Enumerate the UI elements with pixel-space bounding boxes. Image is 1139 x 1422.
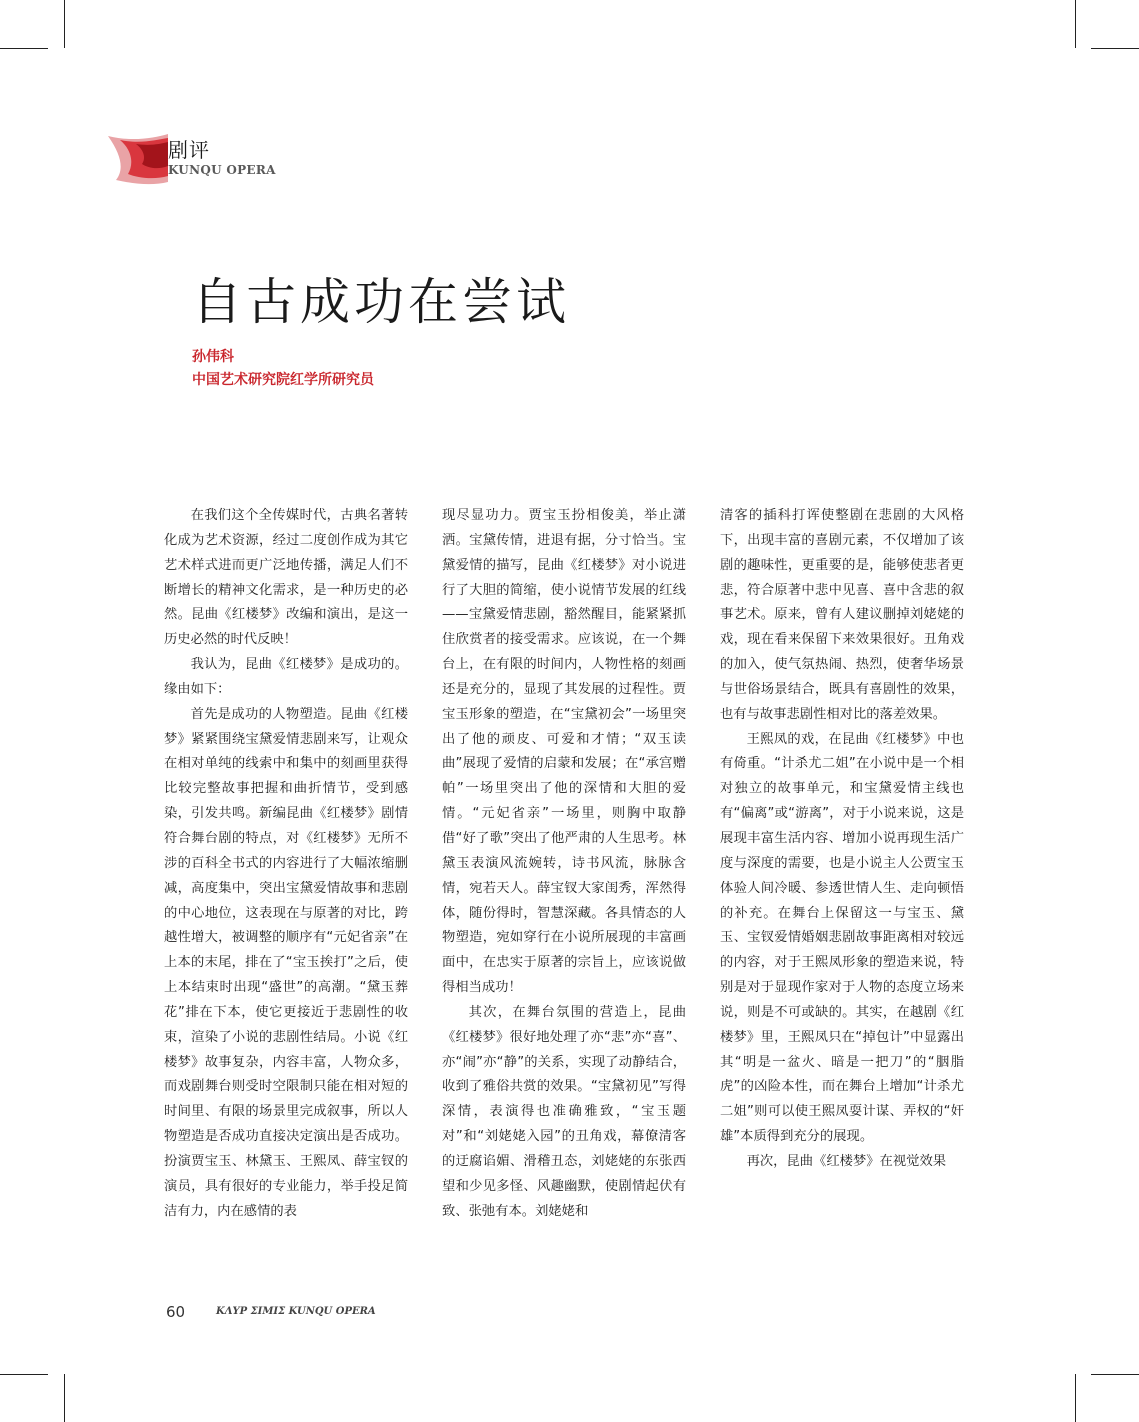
crop-mark <box>0 48 48 49</box>
crop-mark <box>1091 48 1139 49</box>
section-label-en: KUNQU OPERA <box>168 163 276 177</box>
paragraph: 在我们这个全传媒时代，古典名著转化成为艺术资源，经过二度创作成为其它艺术样式进而更广泛地传播，满足人们不断增长的精神文化需求，是一种历史的必然。昆曲《红楼梦》改编和演出，是这一历史必然的时代反映！ <box>164 508 408 648</box>
paragraph: 清客的插科打诨使整剧在悲剧的大风格下，出现丰富的喜剧元素，不仅增加了该剧的趣味性，更重要的是，能够使悲者更悲，符合原著中悲中见喜、喜中含悲的叙事艺术。原来，曾有人建议删掉刘姥姥的戏，现在看来保留下来效果很好。丑角戏的加入，使气氛热闹、热烈，使奢华场景与世俗场景结合，既具有喜剧性的效果，也有与故事悲剧性相对比的落差效果。 <box>720 508 964 722</box>
author-name: 孙伟科 <box>192 349 234 365</box>
footer-brand: ΚΛΥΡ ΣΙΜΙΣ KUNQU OPERA <box>216 1306 376 1317</box>
paragraph: 首先是成功的人物塑造。昆曲《红楼梦》紧紧围绕宝黛爱情悲剧来写，让观众在相对单纯的线索中和集中的刻画里获得比较完整故事把握和曲折情节，受到感染，引发共鸣。新编昆曲《红楼梦》剧情符合舞台剧的特点，对《红楼梦》无所不涉的百科全书式的内容进行了大幅浓缩删减，高度集中，突出宝黛爱情故事和悲剧的中心地位，这表现在与原著的对比，跨越性增大，被调整的顺序有“元妃省亲”在上本的末尾，排在了“宝玉挨打”之后，使上本结束时出现“盛世”的高潮。“黛玉葬花”排在下本，使它更接近于悲剧性的收束，渲染了小说的悲剧性结局。小说《红楼梦》故事复杂，内容丰富，人物众多，而戏剧舞台则受时空限制只能在相对短的时间里、有限的场景里完成叙事，所以人物塑造是否成功直接决定演出是否成功。扮演贾宝玉、林黛玉、王熙凤、薛宝钗的演员，具有很好的专业能力，举手投足简洁有力，内在感情的表 <box>164 706 408 1219</box>
paragraph: 再次，昆曲《红楼梦》在视觉效果 <box>746 1153 947 1169</box>
crop-mark <box>64 0 65 48</box>
crop-mark <box>0 1374 48 1375</box>
paragraph: 其次，在舞台氛围的营造上，昆曲《红楼梦》很好地处理了亦“悲”亦“喜”、亦“闹”亦“静”的关系，实现了动静结合，收到了雅俗共赏的效果。“宝黛初见”写得深情，表演得也准确雅致，“宝玉题对”和“刘姥姥入园”的丑角戏，幕僚清客的迂腐谄媚、滑稽丑态，刘姥姥的东张西望和少见多怪、风趣幽默，使剧情起伏有致、张弛有本。刘姥姥和 <box>442 1004 686 1219</box>
paragraph: 现尽显功力。贾宝玉扮相俊美，举止潇洒。宝黛传情，进退有据，分寸恰当。宝黛爱情的描写，昆曲《红楼梦》对小说进行了大胆的简缩，使小说情节发展的红线——宝黛爱情悲剧，豁然醒目，能紧紧抓住欣赏者的接受需求。应该说，在一个舞台上，在有限的时间内，人物性格的刻画还是充分的，显现了其发展的过程性。贾宝玉形象的塑造，在“宝黛初会”一场里突出了他的顽皮、可爱和才情；“双玉读曲”展现了爱情的启蒙和发展；在“承宫赠帕”一场里突出了他的深情和大胆的爱情。“元妃省亲”一场里，则胸中取静借“好了歌”突出了他严肃的人生思考。林黛玉表演风流婉转，诗书风流，脉脉含情，宛若天人。薛宝钗大家闺秀，浑然得体，随份得时，智慧深藏。各具情态的人物塑造，宛如穿行在小说所展现的丰富画面中，在忠实于原著的宗旨上，应该说做得相当成功！ <box>442 508 686 996</box>
paragraph: 王熙凤的戏，在昆曲《红楼梦》中也有倚重。“计杀尤二姐”在小说中是一个相对独立的故事单元，和宝黛爱情主线也有“偏离”或“游离”，对于小说来说，这是展现丰富生活内容、增加小说再现生活广度与深度的需要，也是小说主人公贾宝玉体验人间冷暖、参透世情人生、走向顿悟的补充。在舞台上保留这一与宝玉、黛玉、宝钗爱情婚姻悲剧故事距离相对较远的内容，对于王熙凤形象的塑造来说，特别是对于显现作家对于人物的态度立场来说，则是不可或缺的。其实，在越剧《红楼梦》里，王熙凤只在“掉包计”中显露出其“明是一盆火、暗是一把刀”的“胭脂虎”的凶险本性，而在舞台上增加“计杀尤二姐”则可以使王熙凤耍计谋、弄权的“奸雄”本质得到充分的展现。 <box>720 731 964 1145</box>
body-column-1 <box>164 504 408 1224</box>
article-title: 自古成功在尝试 <box>192 273 570 331</box>
crop-mark <box>64 1374 65 1422</box>
author-affiliation: 中国艺术研究院红学所研究员 <box>192 372 374 388</box>
body-column-2 <box>442 504 686 1224</box>
page-number: 60 <box>166 1303 186 1321</box>
section-label: 剧评 <box>168 138 210 162</box>
crop-mark <box>1075 0 1076 48</box>
body-column-3 <box>720 504 964 1175</box>
paragraph: 我认为，昆曲《红楼梦》是成功的。缘由如下： <box>164 657 408 697</box>
crop-mark <box>1091 1374 1139 1375</box>
section-flame-logo <box>102 132 168 188</box>
crop-mark <box>1075 1374 1076 1422</box>
